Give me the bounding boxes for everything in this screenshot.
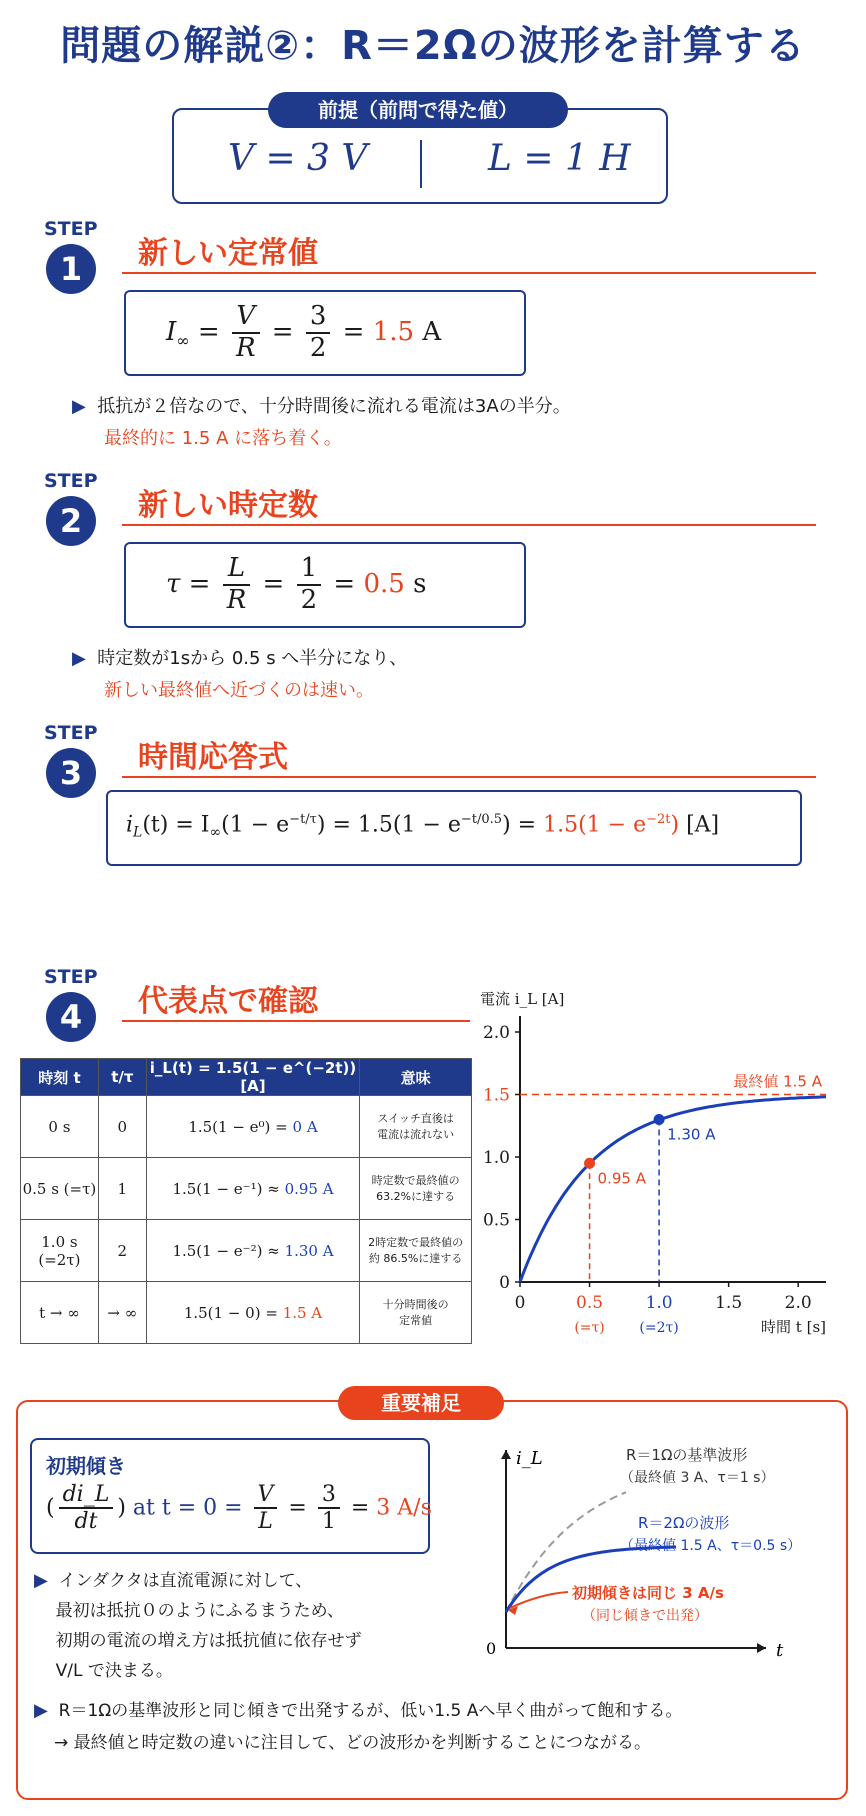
table-cell: 1.5(1 − 0) = 1.5 A bbox=[146, 1282, 360, 1344]
initial-slope-box bbox=[30, 1438, 430, 1554]
table-cell: 時定数で最終値の 63.2%に達する bbox=[360, 1158, 472, 1220]
x-tick-label: 2.0 bbox=[784, 1293, 812, 1313]
x-tick-label: 0 bbox=[514, 1293, 526, 1313]
premise-inductance: L = 1 H bbox=[488, 138, 631, 179]
step-title: 代表点で確認 bbox=[138, 984, 318, 1019]
step-number: 3 bbox=[46, 748, 96, 798]
step-label: STEP bbox=[44, 218, 98, 240]
formula-box bbox=[106, 790, 802, 866]
x-tick-sublabel: (=2τ) bbox=[639, 1320, 679, 1336]
table-row bbox=[21, 1096, 472, 1158]
table-cell: 1.5(1 − e⁻¹) ≈ 0.95 A bbox=[146, 1158, 360, 1220]
x-tick-label: 1.0 bbox=[645, 1293, 673, 1313]
table-header: 意味 bbox=[360, 1059, 472, 1096]
table-cell: スイッチ直後は 電流は流れない bbox=[360, 1096, 472, 1158]
table-row bbox=[21, 1220, 472, 1282]
waveform-comparison-sketch bbox=[460, 1430, 840, 1690]
x-axis-arrow bbox=[757, 1643, 766, 1653]
representative-points-table bbox=[20, 1058, 472, 1344]
step-title: 新しい定常値 bbox=[138, 236, 318, 271]
step-label: STEP bbox=[44, 966, 98, 988]
y-tick-label: 0.5 bbox=[482, 1210, 510, 1231]
table-cell: 2 bbox=[98, 1220, 146, 1282]
step-note: ▶ 時定数が1sから 0.5 s へ半分になり、 bbox=[72, 648, 408, 669]
step-label: STEP bbox=[44, 470, 98, 492]
y-axis-label: 電流 i_L [A] bbox=[480, 990, 565, 1008]
y-tick-label: 2.0 bbox=[482, 1023, 510, 1043]
x-tick-sublabel: (=τ) bbox=[574, 1320, 605, 1336]
formula-steady-state: $I_\infty$ = $\frac{V}{R}$ = $\frac{3}{2}$ = 1.5 A bbox=[166, 301, 442, 363]
new-label: R＝2Ωの波形 bbox=[638, 1514, 730, 1532]
origin-label: 0 bbox=[486, 1639, 497, 1658]
x-tick-label: 1.5 bbox=[715, 1293, 743, 1313]
supplement-bullet: ▶ インダクタは直流電源に対して、 最初は抵抗０のようにふるまうため、 初期の電流の増え方は抵抗値に依存せず V/L で決まる。 bbox=[34, 1570, 362, 1681]
table-header: t/τ bbox=[98, 1059, 146, 1096]
table-cell: 1.0 s (=2τ) bbox=[21, 1220, 99, 1282]
x-tick-label: 0.5 bbox=[576, 1293, 604, 1313]
table-cell: → ∞ bbox=[98, 1282, 146, 1344]
table-cell: 0 bbox=[98, 1096, 146, 1158]
table-cell: 1 bbox=[98, 1158, 146, 1220]
current-response-chart bbox=[476, 980, 846, 1350]
table-cell: 十分時間後の 定常値 bbox=[360, 1282, 472, 1344]
premise-divider bbox=[420, 140, 422, 188]
step-underline bbox=[122, 1020, 470, 1022]
step-underline bbox=[122, 272, 816, 274]
table-cell: 1.5(1 − e⁻²) ≈ 1.30 A bbox=[146, 1220, 360, 1282]
formula-time-response: $i_L(t) = I_\infty(1 - e^{-t/\tau}) = 1.5(1 - e^{-t/0.5}) = 1.5(1 - e^{-2t})$ [A] bbox=[126, 812, 720, 841]
supplement-label: 重要補足 bbox=[338, 1386, 504, 1420]
premise-label: 前提（前問で得た値） bbox=[268, 92, 568, 128]
y-tick-label: 0 bbox=[499, 1273, 510, 1293]
data-point-label: 0.95 A bbox=[597, 1169, 646, 1188]
table-row bbox=[21, 1158, 472, 1220]
step-underline bbox=[122, 524, 816, 526]
data-point bbox=[654, 1114, 665, 1125]
step-note-highlight: 最終的に 1.5 A に落ち着く。 bbox=[104, 428, 342, 449]
step-number: 2 bbox=[46, 496, 96, 546]
new-sublabel: （最終値 1.5 A、τ＝0.5 s） bbox=[620, 1538, 802, 1554]
initial-slope-formula: ( $\frac{di\_L}{dt}$ ) at t = 0 = $\frac{V}{L}$ = $\frac{3}{1}$ = 3 A/s bbox=[46, 1482, 432, 1535]
table-cell: 1.5(1 − e⁰) = 0 A bbox=[146, 1096, 360, 1158]
x-axis-label: 時間 t [s] bbox=[761, 1318, 826, 1336]
y-tick-label: 1.5 bbox=[482, 1085, 510, 1106]
data-point-label: 1.30 A bbox=[667, 1125, 716, 1144]
step-note: ▶ 抵抗が２倍なので、十分時間後に流れる電流は3Aの半分。 bbox=[72, 396, 571, 417]
page-title: 問題の解説②：R＝2Ωの波形を計算する bbox=[60, 23, 806, 69]
data-point bbox=[584, 1158, 595, 1169]
supplement-bottom-note: ▶ R＝1Ωの基準波形と同じ傾きで出発するが、低い1.5 Aへ早く曲がって飽和する。 bbox=[34, 1700, 683, 1721]
reference-label: R＝1Ωの基準波形 bbox=[626, 1446, 748, 1464]
formula-box bbox=[124, 290, 526, 376]
reference-sublabel: （最終値 3 A、τ＝1 s） bbox=[620, 1470, 775, 1486]
step-underline bbox=[122, 776, 816, 778]
y-axis-label: i_L bbox=[516, 1448, 543, 1469]
formula-box bbox=[124, 542, 526, 628]
step-number: 4 bbox=[46, 992, 96, 1042]
table-row bbox=[21, 1282, 472, 1344]
formula-time-constant: τ = $\frac{L}{R}$ = $\frac{1}{2}$ = 0.5 s bbox=[166, 553, 427, 615]
x-axis-label: t bbox=[776, 1640, 784, 1661]
y-tick-label: 1.0 bbox=[482, 1148, 510, 1168]
table-cell: 0.5 s (=τ) bbox=[21, 1158, 99, 1220]
step-note-highlight: 新しい最終値へ近づくのは速い。 bbox=[104, 680, 374, 701]
premise-voltage: V = 3 V bbox=[228, 138, 368, 179]
table-cell: t → ∞ bbox=[21, 1282, 99, 1344]
table-cell: 0 s bbox=[21, 1096, 99, 1158]
step-title: 時間応答式 bbox=[138, 740, 288, 775]
final-value-label: 最終値 1.5 A bbox=[733, 1072, 822, 1091]
y-axis-arrow bbox=[501, 1450, 511, 1459]
step-label: STEP bbox=[44, 722, 98, 744]
table-header: 時刻 t bbox=[21, 1059, 99, 1096]
initial-slope-title: 初期傾き bbox=[46, 1454, 126, 1478]
table-header: i_L(t) = 1.5(1 − e^(−2t)) [A] bbox=[146, 1059, 360, 1096]
slope-subnote: （同じ傾きで出発） bbox=[582, 1608, 708, 1624]
step-number: 1 bbox=[46, 244, 96, 294]
slope-note: 初期傾きは同じ 3 A/s bbox=[572, 1584, 724, 1602]
new-curve bbox=[506, 1547, 676, 1612]
table-cell: 2時定数で最終値の 約 86.5%に達する bbox=[360, 1220, 472, 1282]
supplement-bottom-note-2: → 最終値と時定数の違いに注目して、どの波形かを判断することにつながる。 bbox=[54, 1733, 651, 1753]
step-title: 新しい時定数 bbox=[138, 488, 318, 523]
